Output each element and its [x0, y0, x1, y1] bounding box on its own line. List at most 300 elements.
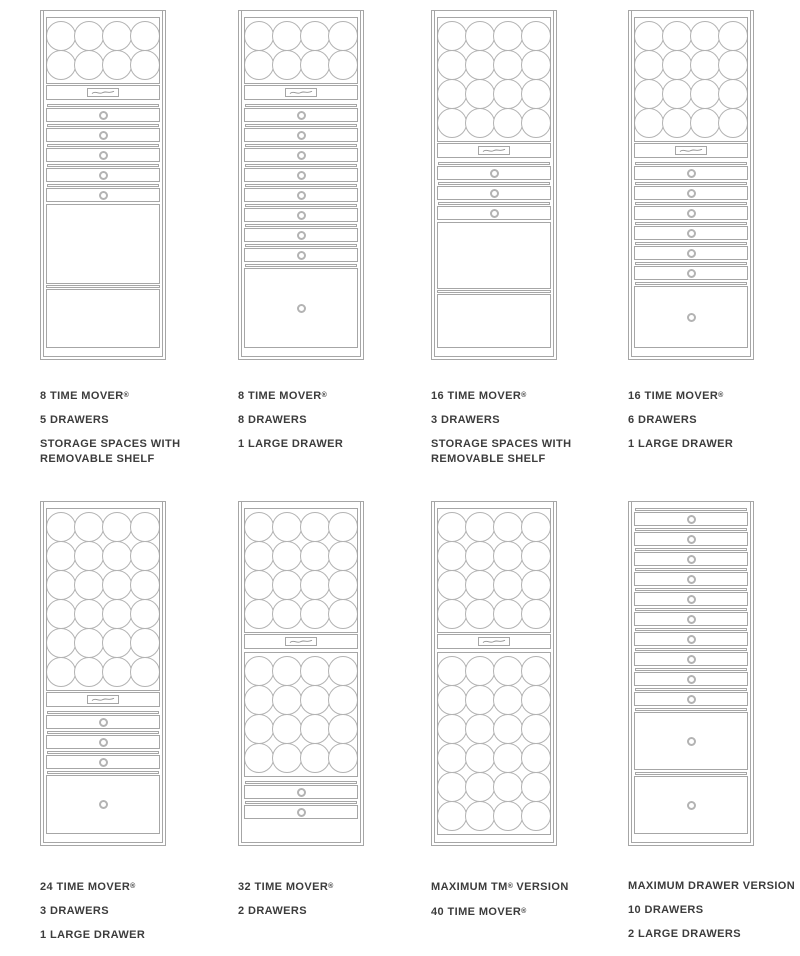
time-mover-slot [272, 599, 302, 629]
drawer [437, 182, 551, 200]
drawer [634, 508, 748, 526]
drawer-face [244, 188, 358, 202]
drawer-gap [635, 202, 747, 205]
base-rail [46, 348, 160, 356]
time-mover-row [245, 541, 357, 571]
caption-line: 32 TIME MOVER® [238, 881, 334, 893]
time-mover-slot [465, 743, 495, 773]
time-mover-slot [465, 541, 495, 571]
time-mover-slot [300, 656, 330, 686]
drawer [634, 628, 748, 646]
drawer-face [244, 128, 358, 142]
drawer-knob [99, 718, 108, 727]
time-mover-slot [465, 50, 495, 80]
time-mover-slot [662, 108, 692, 138]
drawer [46, 711, 160, 729]
drawer-gap [635, 688, 747, 691]
control-panel-strip [46, 692, 160, 707]
drawer-face [244, 785, 358, 799]
signature-icon [288, 638, 314, 645]
time-mover-slot [662, 50, 692, 80]
drawer-face [244, 108, 358, 122]
drawer-knob [99, 131, 108, 140]
time-mover-slot [521, 79, 551, 109]
drawer [244, 204, 358, 222]
drawer-gap [47, 124, 159, 127]
cabinet-caption [40, 879, 226, 952]
drawer-gap [635, 242, 747, 245]
large-drawer-face [46, 775, 160, 834]
time-mover-slot [46, 570, 76, 600]
large-drawer-face [244, 268, 358, 348]
time-mover-slot [493, 108, 523, 138]
time-mover-row [438, 512, 550, 542]
drawer-stack [244, 781, 358, 819]
cabinet-figure [238, 501, 431, 928]
drawer-gap [245, 781, 357, 784]
drawer-face [46, 108, 160, 122]
drawer-gap [47, 164, 159, 167]
drawer [244, 124, 358, 142]
time-mover-slot [662, 79, 692, 109]
drawer-knob [297, 231, 306, 240]
time-mover-row [245, 570, 357, 600]
cabinet-body [43, 11, 163, 357]
time-mover-slot [328, 599, 358, 629]
large-drawer-face [634, 776, 748, 834]
drawer-knob [687, 801, 696, 810]
time-mover-slot [465, 801, 495, 831]
caption-line: 1 LARGE DRAWER [40, 929, 146, 941]
time-mover-slot [102, 628, 132, 658]
drawer [244, 781, 358, 799]
drawer-knob [687, 575, 696, 584]
drawer-face [634, 632, 748, 646]
cabinet-caption [628, 879, 800, 951]
drawer-gap [635, 668, 747, 671]
time-mover-section [244, 17, 358, 84]
time-mover-slot [437, 772, 467, 802]
time-mover-slot [244, 541, 274, 571]
drawer-knob [99, 111, 108, 120]
drawer-face [46, 128, 160, 142]
drawer [244, 104, 358, 122]
time-mover-row [47, 512, 159, 542]
large-drawer [634, 708, 748, 770]
drawer-knob [687, 675, 696, 684]
cabinet-caption [431, 879, 617, 929]
drawer-stack [46, 104, 160, 202]
drawer-face [46, 168, 160, 182]
time-mover-row [438, 801, 550, 831]
time-mover-slot [437, 801, 467, 831]
drawer-gap [635, 222, 747, 225]
drawer-gap [635, 588, 747, 591]
drawer-gap [245, 801, 357, 804]
drawer-stack [46, 711, 160, 769]
time-mover-slot [437, 656, 467, 686]
time-mover-slot [437, 714, 467, 744]
drawer-face [634, 226, 748, 240]
time-mover-slot [46, 657, 76, 687]
drawer [634, 202, 748, 220]
time-mover-slot [244, 21, 274, 51]
time-mover-slot [130, 570, 160, 600]
time-mover-slot [130, 599, 160, 629]
time-mover-slot [465, 512, 495, 542]
drawer-knob [490, 189, 499, 198]
time-mover-slot [46, 50, 76, 80]
time-mover-slot [46, 541, 76, 571]
caption-line: 8 TIME MOVER® [238, 390, 327, 402]
time-mover-slot [300, 714, 330, 744]
drawer-knob [687, 535, 696, 544]
drawer-knob [687, 695, 696, 704]
drawer-gap [635, 548, 747, 551]
caption-line: MAXIMUM DRAWER VERSION [628, 880, 796, 892]
caption-line: 16 TIME MOVER® [431, 390, 527, 402]
drawer-face [634, 592, 748, 606]
drawer-gap [635, 568, 747, 571]
drawer-gap [47, 711, 159, 714]
drawer-gap [635, 772, 747, 775]
drawer-face [634, 692, 748, 706]
time-mover-slot [521, 656, 551, 686]
drawer-gap [47, 104, 159, 107]
drawer-gap [245, 204, 357, 207]
time-mover-section [46, 508, 160, 691]
drawer-knob [687, 189, 696, 198]
control-panel-strip [437, 634, 551, 649]
drawer [244, 224, 358, 242]
drawer [46, 751, 160, 769]
cabinet-figure [40, 501, 238, 952]
logo-plate [478, 637, 510, 646]
drawer-face [437, 206, 551, 220]
cabinet-figure [628, 501, 800, 951]
time-mover-slot [244, 570, 274, 600]
drawer-gap [438, 202, 550, 205]
time-mover-slot [493, 512, 523, 542]
drawer-face [634, 206, 748, 220]
time-mover-slot [130, 628, 160, 658]
time-mover-slot [493, 599, 523, 629]
cabinet-caption [238, 388, 424, 461]
time-mover-slot [244, 656, 274, 686]
removable-shelf [437, 290, 551, 293]
time-mover-slot [130, 50, 160, 80]
time-mover-section [437, 652, 551, 835]
time-mover-row [438, 570, 550, 600]
drawer-gap [635, 508, 747, 511]
time-mover-slot [74, 628, 104, 658]
logo-plate [675, 146, 707, 155]
drawer [634, 242, 748, 260]
time-mover-slot [521, 50, 551, 80]
drawer-knob [297, 171, 306, 180]
logo-plate [478, 146, 510, 155]
drawer-face [634, 512, 748, 526]
drawer [634, 588, 748, 606]
time-mover-slot [465, 79, 495, 109]
drawer-gap [47, 144, 159, 147]
time-mover-slot [690, 50, 720, 80]
drawer-knob [297, 211, 306, 220]
drawer [634, 688, 748, 706]
time-mover-slot [634, 79, 664, 109]
cabinet-drawing-cabinet-3 [431, 10, 557, 360]
time-mover-slot [521, 512, 551, 542]
time-mover-row [245, 743, 357, 773]
time-mover-slot [328, 743, 358, 773]
time-mover-slot [46, 512, 76, 542]
cabinet-figure [431, 10, 628, 476]
signature-icon [678, 147, 704, 154]
caption-line: 1 LARGE DRAWER [238, 438, 344, 450]
drawer [244, 184, 358, 202]
time-mover-slot [328, 50, 358, 80]
caption-line: 2 DRAWERS [238, 905, 307, 917]
time-mover-slot [272, 21, 302, 51]
caption-line: 24 TIME MOVER® [40, 881, 136, 893]
signature-icon [90, 696, 116, 703]
caption-line: 16 TIME MOVER® [628, 390, 724, 402]
time-mover-slot [437, 50, 467, 80]
time-mover-slot [102, 657, 132, 687]
cabinet-figure [238, 10, 431, 461]
base-rail [437, 835, 551, 843]
drawer [634, 222, 748, 240]
cabinet-drawing-cabinet-2 [238, 10, 364, 360]
drawer [244, 244, 358, 262]
drawer-knob [297, 808, 306, 817]
drawer [634, 528, 748, 546]
time-mover-slot [300, 21, 330, 51]
time-mover-slot [74, 512, 104, 542]
time-mover-slot [272, 512, 302, 542]
time-mover-slot [272, 656, 302, 686]
time-mover-row [635, 21, 747, 51]
caption-line: 5 DRAWERS [40, 414, 109, 426]
drawer-knob [687, 269, 696, 278]
time-mover-slot [718, 50, 748, 80]
control-panel-strip [46, 85, 160, 100]
time-mover-slot [465, 570, 495, 600]
time-mover-slot [718, 21, 748, 51]
time-mover-slot [130, 512, 160, 542]
time-mover-slot [437, 743, 467, 773]
time-mover-slot [437, 108, 467, 138]
cabinet-grid-bottom [40, 501, 800, 952]
cabinet-drawing-cabinet-8 [628, 501, 754, 846]
drawer-gap [47, 731, 159, 734]
caption-line: 2 LARGE DRAWERS [628, 928, 741, 940]
time-mover-slot [521, 570, 551, 600]
cabinet-drawing-cabinet-1 [40, 10, 166, 360]
large-drawer-face [634, 286, 748, 348]
drawer-gap [47, 751, 159, 754]
drawer-gap [635, 528, 747, 531]
drawer-knob [297, 131, 306, 140]
time-mover-section [437, 508, 551, 633]
drawer-gap [245, 264, 357, 267]
time-mover-slot [300, 599, 330, 629]
time-mover-row [438, 599, 550, 629]
drawer-knob [687, 229, 696, 238]
signature-icon [481, 638, 507, 645]
signature-icon [288, 89, 314, 96]
time-mover-slot [74, 21, 104, 51]
drawer-face [244, 168, 358, 182]
time-mover-slot [493, 541, 523, 571]
time-mover-slot [521, 685, 551, 715]
drawer-knob [490, 209, 499, 218]
drawer [634, 162, 748, 180]
drawer-face [634, 572, 748, 586]
time-mover-slot [300, 50, 330, 80]
drawer-face [244, 805, 358, 819]
drawer-knob [297, 151, 306, 160]
cabinet-body [43, 502, 163, 843]
time-mover-slot [300, 743, 330, 773]
drawer [46, 184, 160, 202]
time-mover-row [245, 21, 357, 51]
time-mover-slot [437, 685, 467, 715]
cabinet-drawing-cabinet-4 [628, 10, 754, 360]
drawer [437, 162, 551, 180]
time-mover-row [438, 685, 550, 715]
drawer-stack [634, 508, 748, 706]
drawer [634, 548, 748, 566]
drawer [634, 568, 748, 586]
drawer-face [46, 735, 160, 749]
time-mover-slot [662, 21, 692, 51]
cabinet-grid-top [40, 10, 800, 476]
control-panel-strip [634, 143, 748, 158]
drawer-gap [47, 771, 159, 774]
caption-line: STORAGE SPACES WITH REMOVABLE SHELF [40, 438, 181, 465]
drawer [244, 801, 358, 819]
time-mover-slot [272, 714, 302, 744]
time-mover-row [245, 656, 357, 686]
time-mover-slot [493, 79, 523, 109]
drawer-face [244, 228, 358, 242]
drawer-knob [297, 304, 306, 313]
drawer-knob [99, 171, 108, 180]
time-mover-slot [46, 21, 76, 51]
time-mover-slot [46, 599, 76, 629]
time-mover-row [245, 685, 357, 715]
time-mover-slot [634, 21, 664, 51]
drawer-face [634, 652, 748, 666]
time-mover-slot [272, 541, 302, 571]
time-mover-slot [102, 512, 132, 542]
drawer [634, 608, 748, 626]
drawer [634, 262, 748, 280]
signature-icon [90, 89, 116, 96]
drawer-knob [297, 191, 306, 200]
caption-line: 8 TIME MOVER® [40, 390, 129, 402]
logo-plate [87, 88, 119, 97]
drawer-knob [99, 738, 108, 747]
time-mover-slot [718, 79, 748, 109]
caption-line: 40 TIME MOVER® [431, 906, 527, 918]
cabinet-body [631, 502, 751, 843]
time-mover-slot [272, 570, 302, 600]
caption-line: 6 DRAWERS [628, 414, 697, 426]
storage-space [46, 204, 160, 284]
drawer-gap [245, 184, 357, 187]
time-mover-section [244, 508, 358, 633]
storage-space [437, 294, 551, 348]
time-mover-row [438, 50, 550, 80]
drawer-stack [437, 162, 551, 220]
base-rail [634, 834, 748, 842]
storage-space [46, 289, 160, 348]
time-mover-slot [521, 743, 551, 773]
caption-line: MAXIMUM TM® VERSION [431, 881, 569, 893]
drawer-knob [687, 313, 696, 322]
drawer-gap [438, 162, 550, 165]
time-mover-row [438, 108, 550, 138]
time-mover-slot [493, 570, 523, 600]
time-mover-slot [74, 657, 104, 687]
drawer-face [437, 166, 551, 180]
drawer-face [244, 248, 358, 262]
time-mover-row [438, 79, 550, 109]
drawer [244, 164, 358, 182]
time-mover-slot [437, 79, 467, 109]
drawer-gap [635, 708, 747, 711]
time-mover-slot [328, 656, 358, 686]
time-mover-slot [718, 108, 748, 138]
time-mover-slot [74, 541, 104, 571]
time-mover-slot [244, 50, 274, 80]
time-mover-slot [634, 50, 664, 80]
cabinet-figure [40, 10, 238, 476]
drawer [437, 202, 551, 220]
time-mover-slot [493, 656, 523, 686]
time-mover-slot [437, 541, 467, 571]
drawer-knob [687, 249, 696, 258]
time-mover-slot [102, 570, 132, 600]
time-mover-slot [328, 21, 358, 51]
time-mover-slot [244, 714, 274, 744]
drawer-gap [438, 182, 550, 185]
time-mover-row [47, 628, 159, 658]
time-mover-slot [437, 21, 467, 51]
control-panel-strip [244, 634, 358, 649]
caption-line: 8 DRAWERS [238, 414, 307, 426]
cabinet-body [434, 11, 554, 357]
time-mover-slot [300, 570, 330, 600]
drawer-face [437, 186, 551, 200]
time-mover-slot [493, 685, 523, 715]
drawer [634, 648, 748, 666]
caption-line: 3 DRAWERS [431, 414, 500, 426]
time-mover-slot [521, 599, 551, 629]
drawer-gap [245, 144, 357, 147]
drawer-knob [687, 169, 696, 178]
time-mover-slot [690, 79, 720, 109]
drawer-knob [687, 555, 696, 564]
time-mover-row [47, 541, 159, 571]
drawer-knob [687, 635, 696, 644]
drawer-gap [245, 244, 357, 247]
drawer-gap [245, 164, 357, 167]
time-mover-slot [493, 743, 523, 773]
time-mover-row [47, 50, 159, 80]
